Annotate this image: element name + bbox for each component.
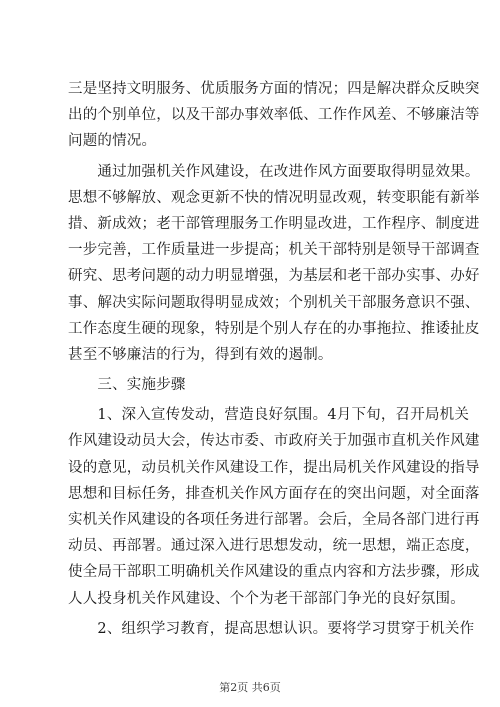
text-line: 工作态度生硬的现象，特别是个别人存在的办事拖拉、推诿扯皮 (68, 320, 480, 337)
paragraph-2 (68, 159, 480, 369)
document-body (68, 76, 480, 642)
text-line: 2、组织学习教育，提高思想认识。要将学习贯穿于机关作 (68, 620, 475, 637)
text-line: 人人投身机关作风建设、个个为老干部部门争光的良好氛围。 (68, 590, 465, 607)
text-line: 使全局干部职工明确机关作风建设的重点内容和方法步骤，形成 (68, 564, 480, 581)
text-line: 甚至不够廉洁的行为，得到有效的遏制。 (68, 346, 333, 363)
text-line: 1、深入宣传发动，营造良好氛围。4月下旬，召开局机关 (68, 407, 470, 424)
section-heading (68, 372, 440, 398)
text-line: 作风建设动员大会，传达市委、市政府关于加强市直机关作风建 (68, 433, 480, 450)
paragraph-4 (68, 616, 475, 642)
page-footer (0, 679, 500, 695)
text-line: 一步完善，工作质量进一步提高；机关干部特别是领导干部调查 (68, 242, 480, 259)
text-line: 实机关作风建设的各项任务进行部署。会后，全局各部门进行再 (68, 512, 480, 528)
page-number: 第2页 共6页 (219, 681, 281, 694)
text-line: 思想不够解放、观念更新不快的情况明显改观，转变职能有新举 (68, 189, 480, 206)
text-line: 出的个别单位，以及干部办事效率低、工作作风差、不够廉洁等 (68, 107, 480, 124)
paragraph-3 (68, 402, 480, 612)
text-line: 措、新成效；老干部管理服务工作明显改进，工作程序、制度进 (68, 215, 480, 232)
text-line: 动员、再部署。通过深入进行思想发动，统一思想，端正态度， (68, 538, 480, 555)
text-line: 问题的情况。 (68, 133, 157, 150)
text-line: 三是坚持文明服务、优质服务方面的情况；四是解决群众反映突 (68, 81, 480, 97)
text-line: 思想和目标任务，排查机关作风方面存在的突出问题，对全面落 (68, 485, 480, 502)
text-line: 事、解决实际问题取得明显成效；个别机关干部服务意识不强、 (68, 294, 480, 311)
text-line: 通过加强机关作风建设，在改进作风方面要取得明显效果。 (68, 163, 480, 180)
text-line: 研究、思考问题的动力明显增强，为基层和老干部办实事、办好 (68, 268, 480, 285)
heading-line: 三、实施步骤 (68, 377, 186, 394)
paragraph-1 (68, 76, 480, 155)
text-line: 设的意见，动员机关作风建设工作，提出局机关作风建设的指导 (68, 459, 480, 476)
